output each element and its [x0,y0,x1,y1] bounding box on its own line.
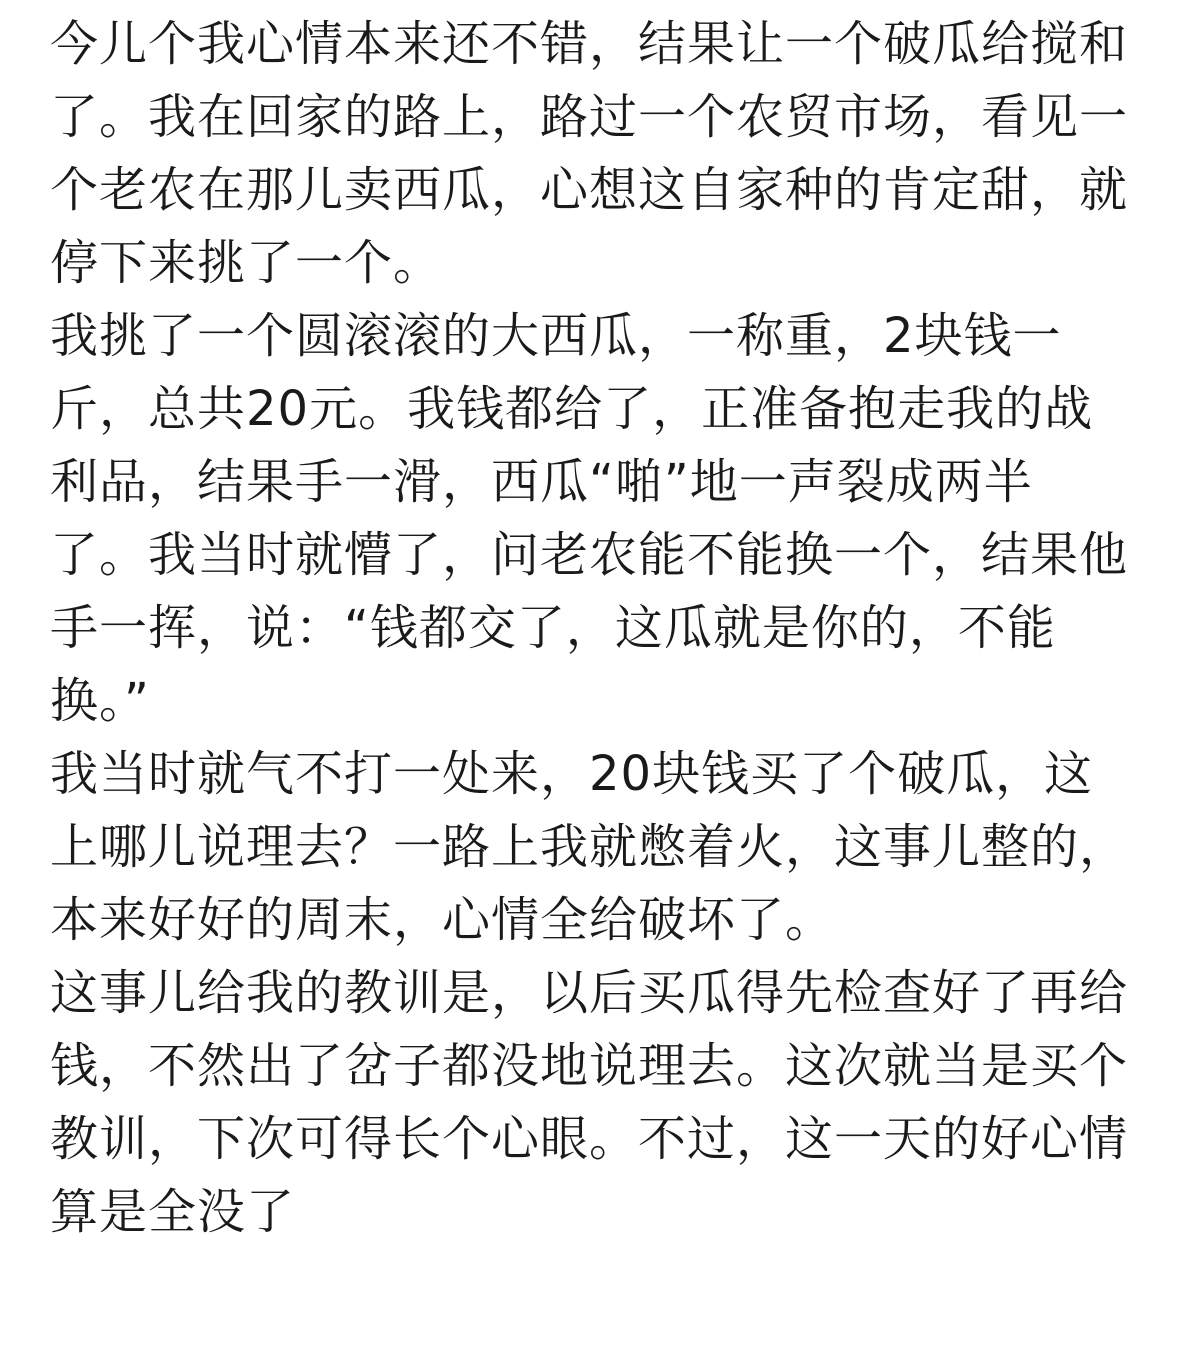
paragraph-1 [50,8,1150,300]
text-line: 停下来挑了一个。 [50,235,443,291]
post-body [50,8,1150,1249]
text-line: 教训，下次可得长个心眼。不过，这一天的好心情 [50,1111,1129,1167]
text-line: 算是全没了 [50,1184,296,1240]
text-line: 了。我当时就懵了，问老农能不能换一个，结果他 [50,527,1129,583]
text-line: 换。” [50,673,150,729]
text-line: 钱，不然出了岔子都没地说理去。这次就当是买个 [50,1038,1129,1094]
text-line: 个老农在那儿卖西瓜，心想这自家种的肯定甜，就 [50,162,1129,218]
text-line: 我当时就气不打一处来，20块钱买了个破瓜，这 [50,746,1094,802]
text-line: 手一挥，说：“钱都交了，这瓜就是你的，不能 [50,600,1056,656]
paragraph-3 [50,738,1150,957]
paragraph-4 [50,957,1150,1249]
text-line: 利品，结果手一滑，西瓜“啪”地一声裂成两半 [50,454,1033,510]
text-line: 我挑了一个圆滚滚的大西瓜，一称重，2块钱一 [50,308,1062,364]
text-line: 本来好好的周末，心情全给破坏了。 [50,892,835,948]
text-line: 这事儿给我的教训是，以后买瓜得先检查好了再给 [50,965,1129,1021]
text-line: 了。我在回家的路上，路过一个农贸市场，看见一 [50,89,1129,145]
paragraph-2 [50,300,1150,738]
text-line: 斤，总共20元。我钱都给了，正准备抱走我的战 [50,381,1094,437]
text-line: 今儿个我心情本来还不错，结果让一个破瓜给搅和 [50,16,1129,72]
text-line: 上哪儿说理去？一路上我就憋着火，这事儿整的， [50,819,1129,875]
